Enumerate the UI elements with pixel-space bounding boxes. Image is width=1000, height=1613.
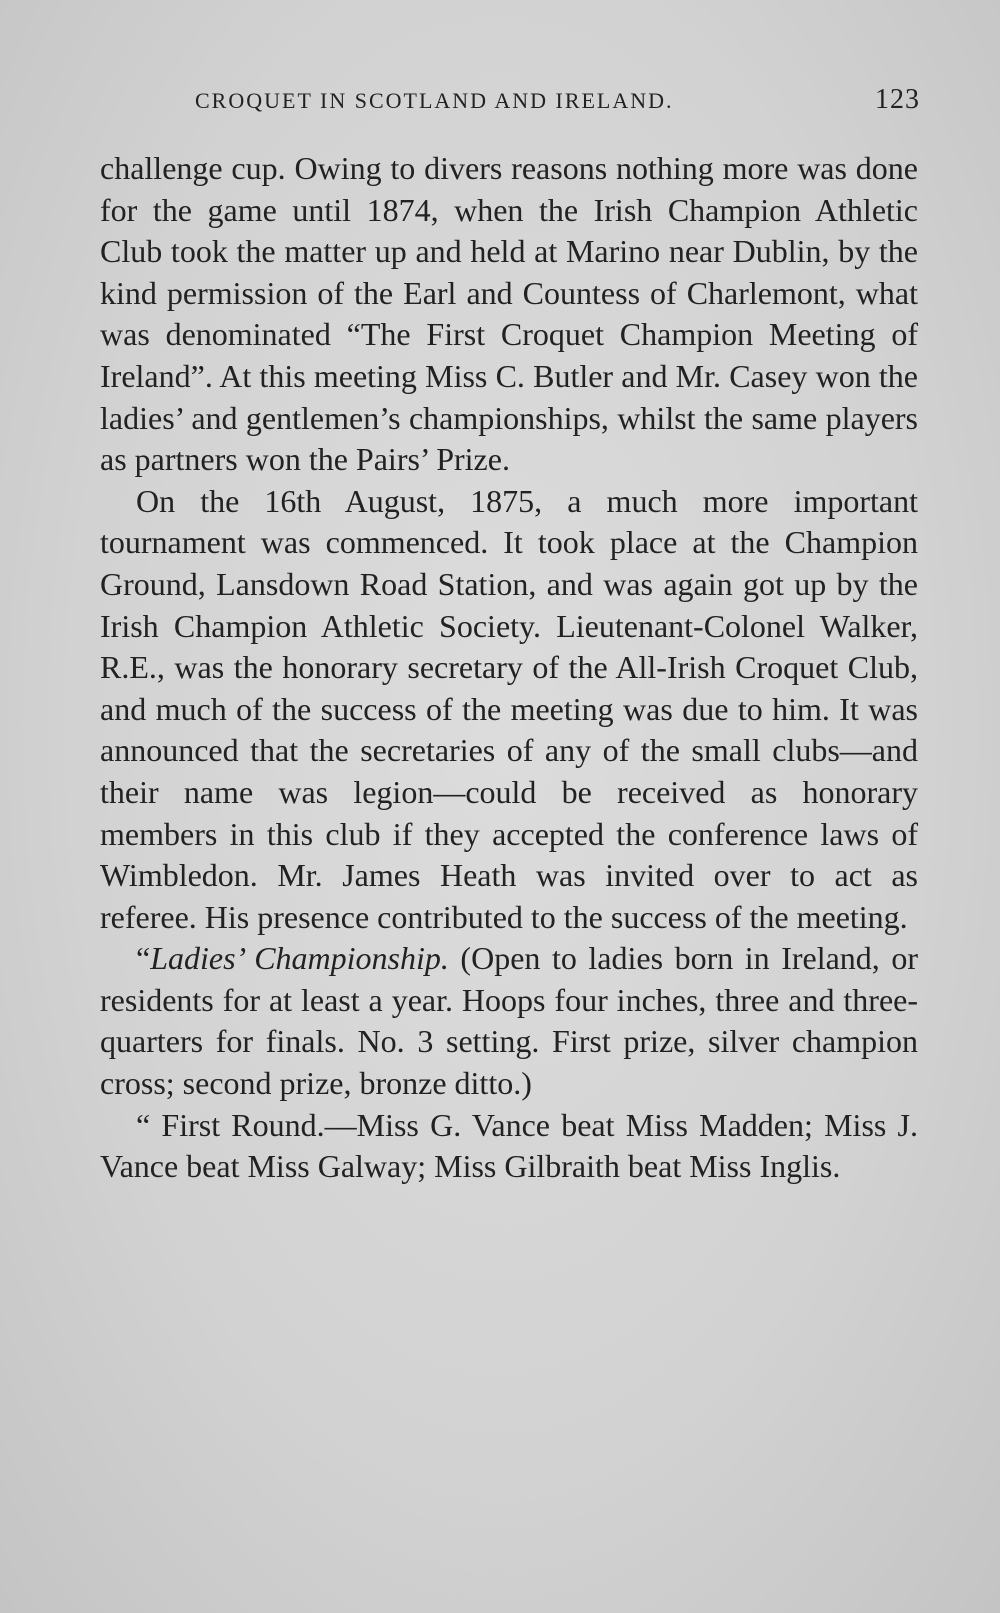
page-body bbox=[100, 148, 918, 1188]
paragraph-1: challenge cup. Owing to divers reasons nothing more was done for the game until 1874, when the Irish Champion Athletic Club took the matter up and held at Marino near Dublin, by the kind permission of the Earl and Countess of Charlemont, what was denominated “The First Croquet Champion Meeting of Ireland”. At this meeting Miss C. Butler and Mr. Casey won the ladies’ and gentlemen’s championships, whilst the same players as partners won the Pairs’ Prize. bbox=[100, 150, 918, 478]
paragraph-2: On the 16th August, 1875, a much more important tournament was commenced. It took place at the Champion Ground, Lansdown Road Station, and was again got up by the Irish Champion Athletic Society. Lieutenant-Colonel Walker, R.E., was the honorary secretary of the All-Irish Croquet Club, and much of the success of the meeting was due to him. It was announced that the secretaries of any of the small clubs—and their name was legion—could be received as honorary members in this club if they accepted the conference laws of Wimbledon. Mr. James Heath was invited over to act as referee. His presence contributed to the success of the meeting. bbox=[100, 482, 918, 935]
paragraph-3-text: (Open to ladies born in Ireland, or residents for at least a year. Hoops four inches, three and three-quarters for finals. No. 3 setting. First prize, silver champion cross; second prize, bronze ditto.) bbox=[100, 940, 919, 1102]
section-title: Ladies’ Championship. bbox=[150, 940, 449, 977]
paragraph-4: “ First Round.—Miss G. Vance beat Miss Madden; Miss J. Vance beat Miss Galway; Miss Gilbraith beat Miss Inglis. bbox=[100, 1106, 918, 1185]
running-title: CROQUET IN SCOTLAND AND IRELAND. bbox=[195, 88, 674, 113]
paragraph-3 bbox=[100, 938, 918, 1104]
page-number: 123 bbox=[875, 84, 920, 115]
open-quote: “ bbox=[136, 940, 151, 977]
